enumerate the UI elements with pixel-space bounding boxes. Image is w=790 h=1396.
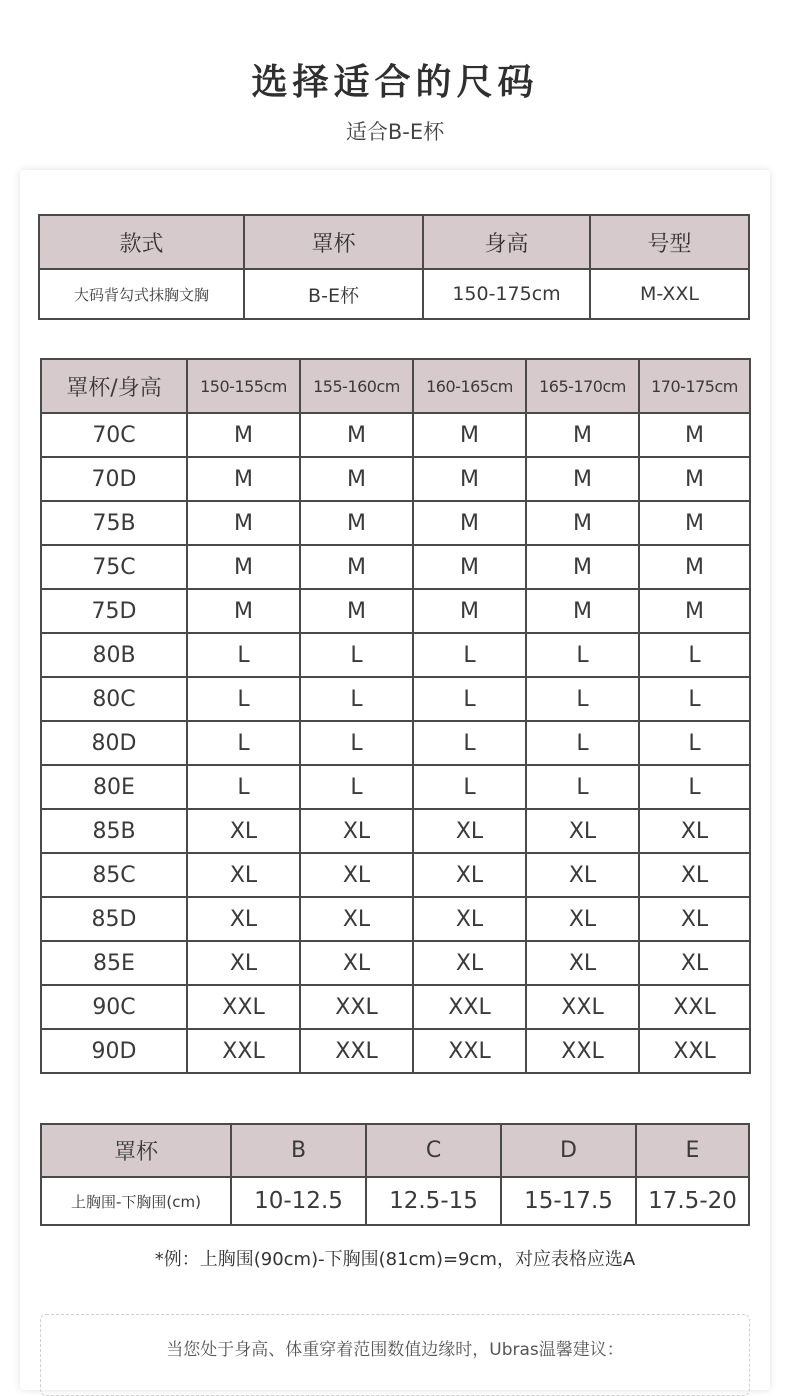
height-column-header: 170-175cm (639, 359, 750, 413)
size-cell: M (300, 589, 413, 633)
size-cell: L (300, 721, 413, 765)
bust-difference-value: 10-12.5 (231, 1177, 366, 1225)
size-cell: XXL (639, 1029, 750, 1073)
size-cell: L (413, 765, 526, 809)
bust-difference-value: 12.5-15 (366, 1177, 501, 1225)
size-cell: L (300, 677, 413, 721)
size-cell: M (526, 501, 639, 545)
size-row (41, 897, 750, 941)
size-cell: M (413, 545, 526, 589)
size-cell: XXL (639, 985, 750, 1029)
size-cell: M (300, 501, 413, 545)
size-cell: L (187, 721, 300, 765)
size-cell: M (526, 457, 639, 501)
size-cell: L (413, 633, 526, 677)
product-height: 150-175cm (423, 269, 590, 319)
size-row (41, 941, 750, 985)
cup-table-header (41, 1124, 749, 1177)
size-table-header (41, 359, 750, 413)
size-cell: XXL (526, 1029, 639, 1073)
size-cell: M (526, 545, 639, 589)
size-cell: M (639, 501, 750, 545)
size-cell: XXL (300, 1029, 413, 1073)
size-row (41, 721, 750, 765)
product-style: 大码背勾式抹胸文胸 (39, 269, 244, 319)
height-column-header: 155-160cm (300, 359, 413, 413)
size-cell: L (639, 633, 750, 677)
size-cell: XL (300, 809, 413, 853)
page-subtitle: 适合B-E杯 (345, 120, 445, 144)
size-cell: XL (187, 809, 300, 853)
height-column-header: 160-165cm (413, 359, 526, 413)
size-row (41, 853, 750, 897)
size-cell: L (300, 765, 413, 809)
bust-difference-value: 17.5-20 (636, 1177, 749, 1225)
size-cell: XL (413, 809, 526, 853)
size-cell: M (413, 413, 526, 457)
size-cell: L (526, 677, 639, 721)
cup-size-label: 75D (41, 589, 187, 633)
size-cell: M (187, 545, 300, 589)
size-row (41, 545, 750, 589)
size-cell: L (187, 633, 300, 677)
size-row (41, 589, 750, 633)
cup-table (40, 1123, 750, 1226)
size-cell: XL (639, 853, 750, 897)
size-cell: M (413, 589, 526, 633)
header-height: 身高 (423, 215, 590, 269)
size-cell: XL (300, 941, 413, 985)
size-cell: XXL (526, 985, 639, 1029)
tip-box (40, 1314, 750, 1396)
header-size-type: 号型 (590, 215, 749, 269)
size-cell: XL (639, 897, 750, 941)
size-cell: XL (526, 809, 639, 853)
size-cell: XL (413, 941, 526, 985)
size-cell: L (526, 633, 639, 677)
cup-size-label: 85B (41, 809, 187, 853)
size-cell: XL (639, 809, 750, 853)
cup-size-label: 85D (41, 897, 187, 941)
size-cell: XL (639, 941, 750, 985)
size-cell: M (413, 457, 526, 501)
bust-difference-label: 上胸围-下胸围(cm) (41, 1177, 231, 1225)
header-cup: 罩杯 (244, 215, 423, 269)
size-cell: L (413, 721, 526, 765)
size-row (41, 501, 750, 545)
size-cell: XL (413, 897, 526, 941)
size-cell: XL (526, 853, 639, 897)
cup-size-label: 80E (41, 765, 187, 809)
product-table (38, 214, 750, 320)
product-size-type: M-XXL (590, 269, 749, 319)
cup-size-label: 90D (41, 1029, 187, 1073)
size-cell: XL (526, 941, 639, 985)
size-row (41, 633, 750, 677)
cup-size-label: 85C (41, 853, 187, 897)
bust-difference-value: 15-17.5 (501, 1177, 636, 1225)
size-cell: M (526, 589, 639, 633)
size-cell: XXL (413, 1029, 526, 1073)
size-row (41, 1029, 750, 1073)
size-cell: M (526, 413, 639, 457)
size-cell: M (187, 457, 300, 501)
cup-size-label: 90C (41, 985, 187, 1029)
cup-header-label: 罩杯 (41, 1124, 231, 1177)
size-cell: XL (187, 853, 300, 897)
cup-header: B (231, 1124, 366, 1177)
size-row (41, 809, 750, 853)
size-row (41, 457, 750, 501)
height-column-header: 150-155cm (187, 359, 300, 413)
size-cell: XL (300, 897, 413, 941)
example-note: *例：上胸围(90cm)-下胸围(81cm)=9cm，对应表格应选A (154, 1249, 636, 1270)
cup-header: E (636, 1124, 749, 1177)
size-cell: L (187, 765, 300, 809)
size-cell: L (526, 721, 639, 765)
size-cell: M (187, 501, 300, 545)
tip-line-1: 当您处于身高、体重穿着范围数值边缘时，Ubras温馨建议： (166, 1340, 624, 1360)
cup-size-label: 80D (41, 721, 187, 765)
size-cell: L (639, 721, 750, 765)
size-row (41, 413, 750, 457)
page-title: 选择适合的尺码 (251, 62, 539, 103)
size-cell: M (300, 413, 413, 457)
cup-size-label: 75B (41, 501, 187, 545)
size-cell: M (187, 413, 300, 457)
size-cell: XXL (187, 1029, 300, 1073)
size-row (41, 765, 750, 809)
size-cell: M (639, 589, 750, 633)
size-cell: M (413, 501, 526, 545)
cup-size-label: 70C (41, 413, 187, 457)
size-cell: L (526, 765, 639, 809)
size-cell: XXL (300, 985, 413, 1029)
size-cell: L (413, 677, 526, 721)
size-cell: XL (526, 897, 639, 941)
size-cell: M (639, 545, 750, 589)
size-row (41, 677, 750, 721)
size-table (40, 358, 751, 1074)
size-cell: L (187, 677, 300, 721)
size-cell: L (300, 633, 413, 677)
size-cell: M (187, 589, 300, 633)
size-table-corner: 罩杯/身高 (41, 359, 187, 413)
product-cup: B-E杯 (244, 269, 423, 319)
size-cell: XL (413, 853, 526, 897)
size-cell: XXL (413, 985, 526, 1029)
cup-header: D (501, 1124, 636, 1177)
cup-size-label: 80C (41, 677, 187, 721)
size-cell: XL (187, 897, 300, 941)
cup-header: C (366, 1124, 501, 1177)
size-cell: M (300, 457, 413, 501)
header-style: 款式 (39, 215, 244, 269)
size-cell: XL (187, 941, 300, 985)
size-cell: L (639, 677, 750, 721)
cup-size-label: 80B (41, 633, 187, 677)
size-cell: M (639, 413, 750, 457)
size-row (41, 985, 750, 1029)
cup-size-label: 85E (41, 941, 187, 985)
size-cell: M (300, 545, 413, 589)
size-cell: XL (300, 853, 413, 897)
cup-size-label: 75C (41, 545, 187, 589)
size-cell: M (639, 457, 750, 501)
product-table-header (39, 215, 749, 269)
size-cell: XXL (187, 985, 300, 1029)
height-column-header: 165-170cm (526, 359, 639, 413)
size-cell: L (639, 765, 750, 809)
cup-table-row (41, 1177, 749, 1225)
cup-size-label: 70D (41, 457, 187, 501)
size-table-body (41, 413, 750, 1073)
product-table-row (39, 269, 749, 319)
